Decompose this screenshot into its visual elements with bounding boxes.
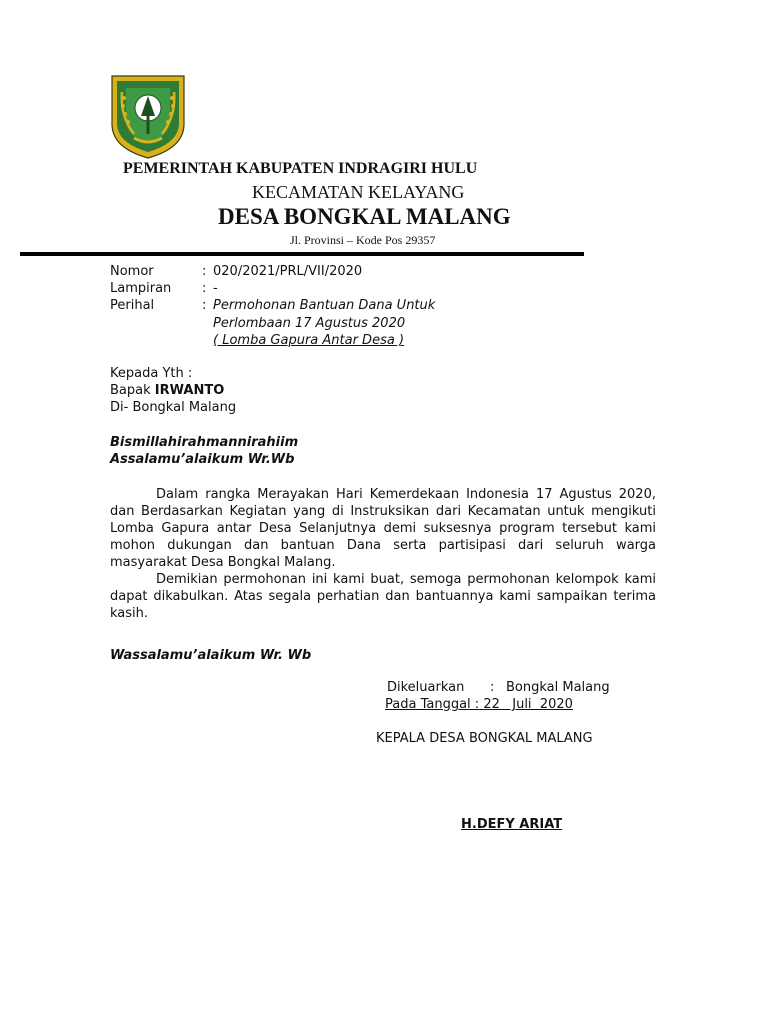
recipient-to: Kepada Yth : xyxy=(110,366,193,381)
perihal-line-2: Perlombaan 17 Agustus 2020 xyxy=(213,316,406,331)
nomor-value: 020/2021/PRL/VII/2020 xyxy=(213,264,363,279)
issued-date-line xyxy=(385,697,573,712)
lampiran-colon: : xyxy=(202,281,207,296)
recipient-name-line xyxy=(110,383,224,398)
body-paragraph-1: Dalam rangka Merayakan Hari Kemerdekaan Indonesia 17 Agustus 2020, dan Berdasarkan Kegiatan yang di Instruksikan dari Kecamatan untuk mengikuti Lomba Gapura antar Desa Selanjutnya demi suksesnya program tersebut kami mohon dukungan dan bantuan Dana serta partisipasi dari seluruh warga masyarakat Desa Bongkal Malang. xyxy=(110,487,656,570)
nomor-label: Nomor xyxy=(110,264,154,279)
nomor-colon: : xyxy=(202,264,207,279)
letterhead-government: PEMERINTAH KABUPATEN INDRAGIRI HULU xyxy=(123,160,478,177)
perihal-label: Perihal xyxy=(110,298,155,313)
perihal-line-3: ( Lomba Gapura Antar Desa ) xyxy=(213,333,405,348)
letter-body xyxy=(110,486,656,622)
lampiran-value: - xyxy=(213,281,218,296)
greeting-salam: Assalamu’alaikum Wr.Wb xyxy=(110,452,295,467)
signatory-name: H.DEFY ARIAT xyxy=(461,817,563,832)
issued-date-label: Pada Tanggal : xyxy=(385,697,480,712)
letterhead-divider xyxy=(20,252,584,256)
issued-date-value: 22 Juli 2020 xyxy=(483,697,573,712)
perihal-colon: : xyxy=(202,298,207,313)
issued-label: Dikeluarkan xyxy=(387,680,465,695)
recipient-place: Di- Bongkal Malang xyxy=(110,400,237,415)
recipient-prefix: Bapak xyxy=(110,383,151,398)
letterhead-district: KECAMATAN KELAYANG xyxy=(252,182,465,202)
lampiran-label: Lampiran xyxy=(110,281,172,296)
closing-salam: Wassalamu’alaikum Wr. Wb xyxy=(110,648,312,663)
perihal-line-1: Permohonan Bantuan Dana Untuk xyxy=(213,298,436,313)
letterhead-village: DESA BONGKAL MALANG xyxy=(218,204,511,229)
regency-coat-of-arms-icon xyxy=(108,72,188,160)
letterhead-address: Jl. Provinsi – Kode Pos 29357 xyxy=(290,233,436,247)
greeting-bismillah: Bismillahirahmannirahiim xyxy=(110,435,299,450)
issued-colon: : xyxy=(490,680,495,695)
issued-place: Bongkal Malang xyxy=(506,680,610,695)
signatory-title: KEPALA DESA BONGKAL MALANG xyxy=(376,731,593,746)
recipient-name: IRWANTO xyxy=(154,383,225,398)
body-paragraph-2: Demikian permohonan ini kami buat, semoga permohonan kelompok kami dapat dikabulkan. Atas segala perhatian dan bantuannya kami sampaikan terima kasih. xyxy=(110,572,656,621)
